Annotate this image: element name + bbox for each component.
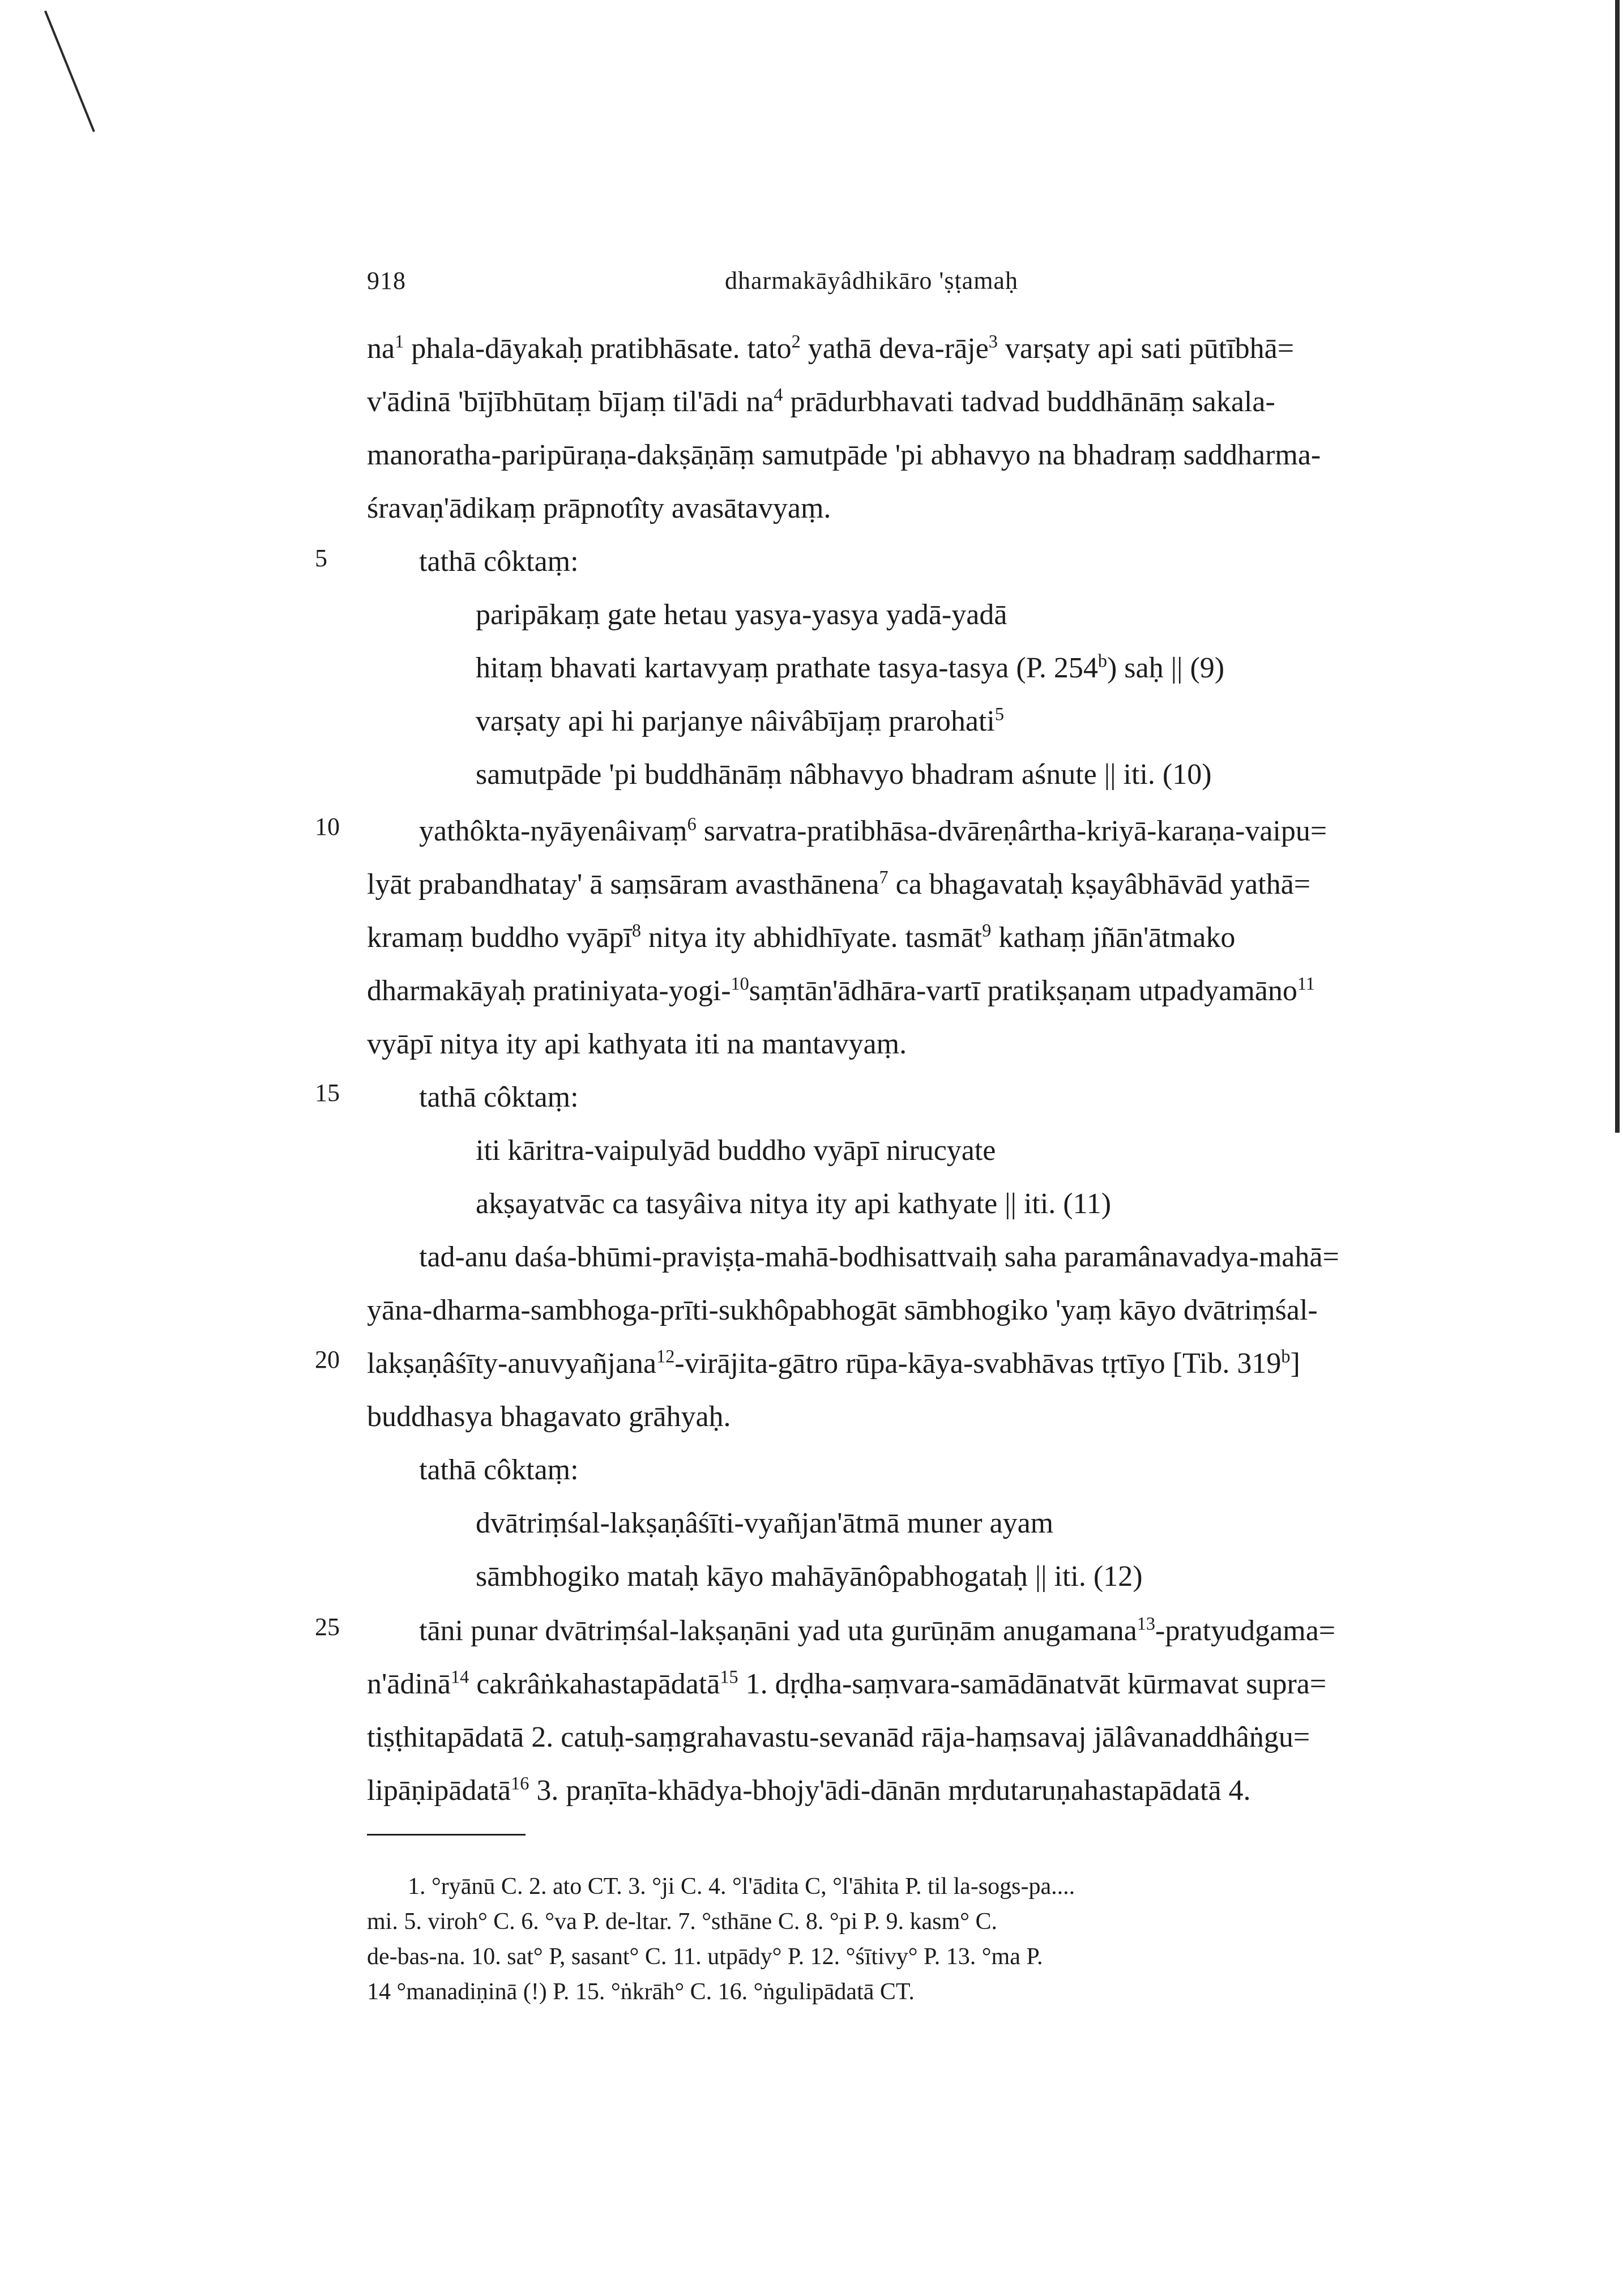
text-line: tathā côktaṃ: [419,1454,579,1486]
page-number: 918 [367,267,406,295]
line-number-10: 10 [315,813,340,840]
text-line: yathôkta-nyāyenâivaṃ$^6$ sarvatra-pratibhāsa-dvāreṇârtha-kriyā-karaṇa-vaipu= [419,813,1327,847]
text-line: yāna-dharma-sambhoga-prīti-sukhôpabhogāt sāmbhogiko 'yaṃ kāyo dvātriṃśal- [367,1294,1318,1326]
verse-line: iti kāritra-vaipulyād buddho vyāpī nirucyate [476,1134,996,1167]
verse-line: paripākaṃ gate hetau yasya-yasya yadā-yadā [476,599,1007,631]
text-line: tad-anu daśa-bhūmi-praviṣṭa-mahā-bodhisattvaiḥ saha paramânavadya-mahā= [419,1241,1339,1273]
text-line: manoratha-paripūraṇa-dakṣāṇāṃ samutpāde 'pi abhavyo na bhadraṃ saddharma- [367,439,1321,471]
footnote-line: 1. °ryānū C. 2. ato CT. 3. °ji C. 4. °l'ādita C, °l'āhita P. til la-sogs-pa.... [408,1873,1075,1900]
text-line: śravaṇ'ādikaṃ prāpnotîty avasātavyaṃ. [367,492,831,524]
page-heading: dharmakāyâdhikāro 'ṣṭamaḥ [725,267,1018,295]
text-line: lyāt prabandhatay' ā saṃsāram avasthānena$^7$ ca bhagavataḥ kṣayâbhāvād yathā= [367,867,1311,901]
footnote-line: 14 °manadiṇinā (!) P. 15. °ṅkrāh° C. 16. °ṅgulipādatā CT. [367,1979,915,2005]
line-number-25: 25 [315,1613,340,1641]
footnote-line: de-bas-na. 10. sat° P, sasant° C. 11. utpādy° P. 12. °śītivy° P. 13. °ma P. [367,1944,1043,1970]
scan-edge-line-top-left [44,11,95,133]
verse-line: hitaṃ bhavati kartavyaṃ prathate tasya-tasya (P. 254$^b$) saḥ || (9) [476,650,1225,684]
text-line: vyāpī nitya ity api kathyata iti na mantavyaṃ. [367,1028,907,1060]
text-line: kramaṃ buddho vyāpī$^8$ nitya ity abhidhīyate. tasmāt$^9$ kathaṃ jñān'ātmako [367,920,1236,954]
scan-edge-line-right [1615,0,1620,1133]
text-line: n'ādinā$^{14}$ cakrâṅkahastapādatā$^{15}$ 1. dṛḍha-saṃvara-samādānatvāt kūrmavat supra= [367,1666,1327,1700]
text-line: v'ādinā 'bījībhūtaṃ bījaṃ til'ādi $na^4$ prādurbhavati tadvad buddhānāṃ sakala- [367,384,1275,418]
footnote-separator [367,1834,526,1836]
verse-line: sāmbhogiko mataḥ kāyo mahāyānôpabhogataḥ || iti. (12) [476,1560,1143,1593]
footnote-line: mi. 5. viroh° C. 6. °va P. de-ltar. 7. °sthāne C. 8. °pi P. 9. kasm° C. [367,1909,997,1935]
verse-line: varṣaty api hi parjanye nâivâbījaṃ prarohati$^5$ [476,703,1004,737]
text-line: tathā côktaṃ: [419,1081,579,1113]
text-line: tāni punar dvātriṃśal-lakṣaṇāni yad uta gurūṇām anugamana$^{13}$-pratyudgama= [419,1613,1336,1647]
text-line: lipāṇipādatā$^{16}$ 3. praṇīta-khādya-bhojy'ādi-dānān mṛdutaruṇahastapādatā 4. [367,1773,1251,1807]
text-line: tathā côktaṃ: [419,545,579,578]
text-line: dharmakāyaḥ pratiniyata-yogi-$^{10}$saṃtān'ādhāra-vartī pratikṣaṇam utpadyamāno$^{11}$ [367,973,1315,1007]
text-line: buddhasya bhagavato grāhyaḥ. [367,1401,731,1433]
text-line: tiṣṭhitapādatā 2. catuḥ-saṃgrahavastu-sevanād rāja-haṃsavaj jālâvanaddhâṅgu= [367,1721,1310,1753]
verse-line: akṣayatvāc ca tasyâiva nitya ity api kathyate || iti. (11) [476,1188,1112,1220]
text-line: lakṣaṇâśīty-anuvyañjana$^{12}$-virājita-gātro rūpa-kāya-svabhāvas tṛtīyo [Tib. 319$^b$] [367,1346,1300,1380]
verse-line: dvātriṃśal-lakṣaṇâśīti-vyañjan'ātmā muner ayam [476,1507,1054,1539]
verse-line: samutpāde 'pi buddhānāṃ nâbhavyo bhadram aśnute || iti. (10) [476,758,1212,791]
line-number-20: 20 [315,1346,340,1373]
line-number-5: 5 [315,544,327,572]
line-number-15: 15 [315,1079,340,1107]
text-line: $na^1$ phala-dāyakaḥ pratibhāsate. tato$^2$ yathā deva-rāje$^3$ varṣaty api sati pūtībhā= [367,331,1295,365]
